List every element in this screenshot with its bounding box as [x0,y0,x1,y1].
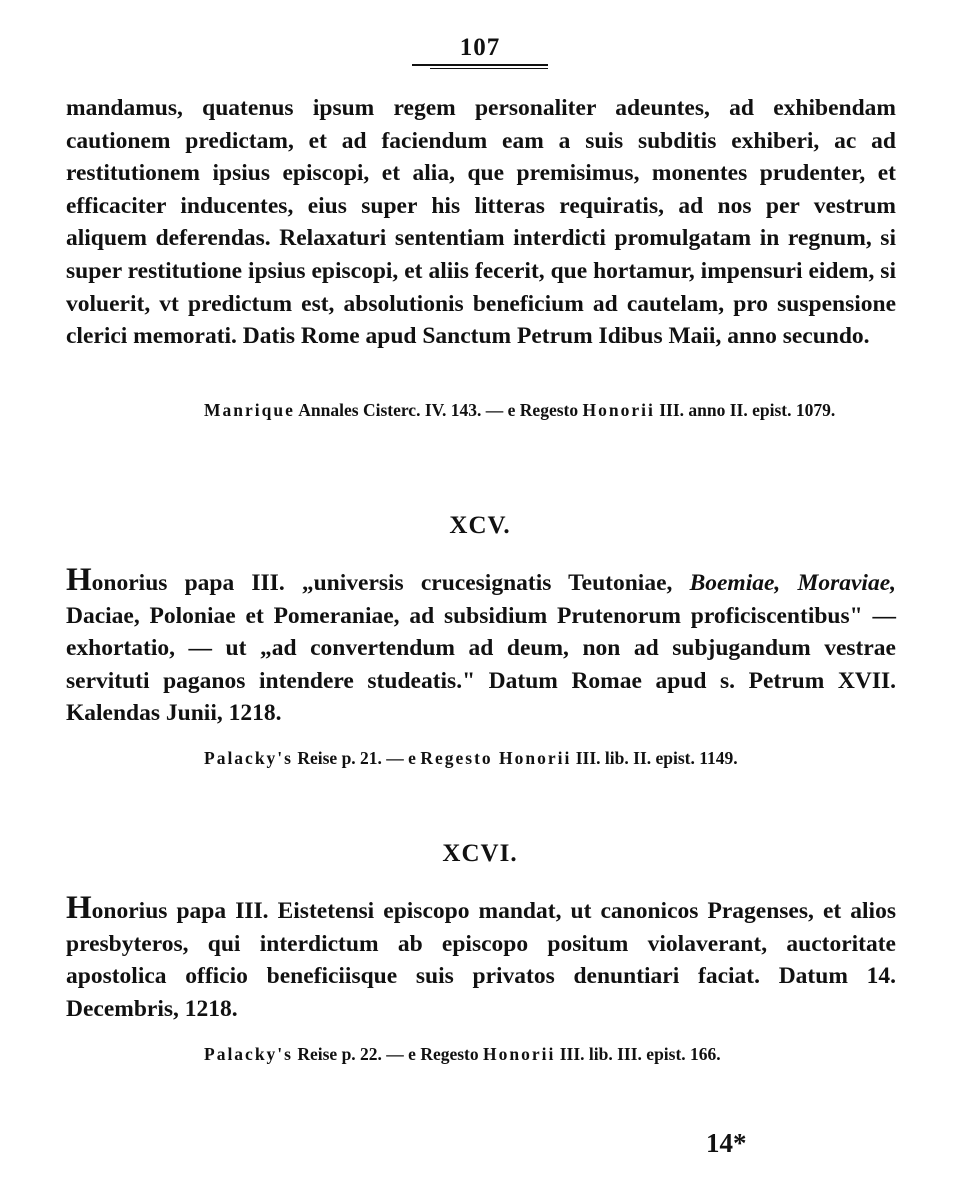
citation-author: Palacky's [204,1044,293,1064]
body-italic: Boemiae, Moraviae, [689,570,896,596]
citation-author: Manrique [204,400,295,420]
continued-paragraph: mandamus, quatenus ipsum regem personaliter adeuntes, ad exhibendam cautionem predictam, et ad faciendum eam a suis subditis exhiberi, ac ad restitutionem ipsius episcopi, et alia, que premisimus, monentes prudenter, et efficaciter inducentes, eius super his litteras requiratis, ad nos per vestrum aliquem deferendas. Relaxaturi sententiam interdicti promulgatam in regnum, si super restitutione ipsius episcopi, et aliis fecerit, que hortamur, impensuri eidem, si voluerit, vt predictum est, absolutionis beneficium ad cautelam, pro suspensione clerici memorati. Datis Rome apud Sanctum Petrum Idibus Maii, anno secundo. [66,95,896,350]
signature-mark: 14* [706,1128,747,1158]
body-text: onorius papa III. „universis crucesignatis Teutoniae, [91,570,690,596]
initial-letter: H [66,890,92,926]
initial-letter: H [66,562,92,598]
citation-tail: III. lib. II. epist. 1149. [571,748,738,768]
body-text: onorius papa III. Eistetensi episcopo mandat, ut canonicos Pragenses, et alios presbyteros, qui interdictum ab episcopo positum violaverant, auctoritate apostolica officio beneficiisque suis privatos denuntiari faciat. Datum 14. Decembris, 1218. [66,898,896,1022]
section-body-xcvi [66,892,896,1025]
citation-text: Reise p. 22. — e Regesto [292,1044,484,1064]
citation-palacky-21 [204,746,904,770]
body-text: Daciae, Poloniae et Pomeraniae, ad subsidium Prutenorum proficiscentibus" — exhortatio, — ut „ad convertendum ad deum, non ad subjugandum vestrae servituti paganos intendere studeatis." Datum Romae apud s. Petrum XVII. Kalendas Junii, 1218. [66,602,896,727]
header-rule [412,64,548,66]
section-heading-xcv: XCV. [449,512,511,539]
citation-name: Honorii [483,1044,556,1064]
citation-text: Annales Cisterc. IV. 143. — e Regesto [294,400,583,420]
citation-text: Reise p. 21. — e [292,748,421,768]
section-body-xcv [66,564,896,730]
header-rule-thin [430,68,548,69]
citation-name: Honorii [582,400,655,420]
citation-palacky-22 [204,1042,904,1066]
citation-tail: III. anno II. epist. 1079. [654,400,836,420]
citation-author: Palacky's [204,748,293,768]
citation-regesto: Regesto [420,748,493,768]
citation-manrique [204,398,904,422]
citation-tail: III. lib. III. epist. 166. [555,1044,721,1064]
citation-name: Honorii [492,748,572,768]
section-heading-xcvi: XCVI. [442,840,518,867]
page-number: 107 [459,34,501,61]
